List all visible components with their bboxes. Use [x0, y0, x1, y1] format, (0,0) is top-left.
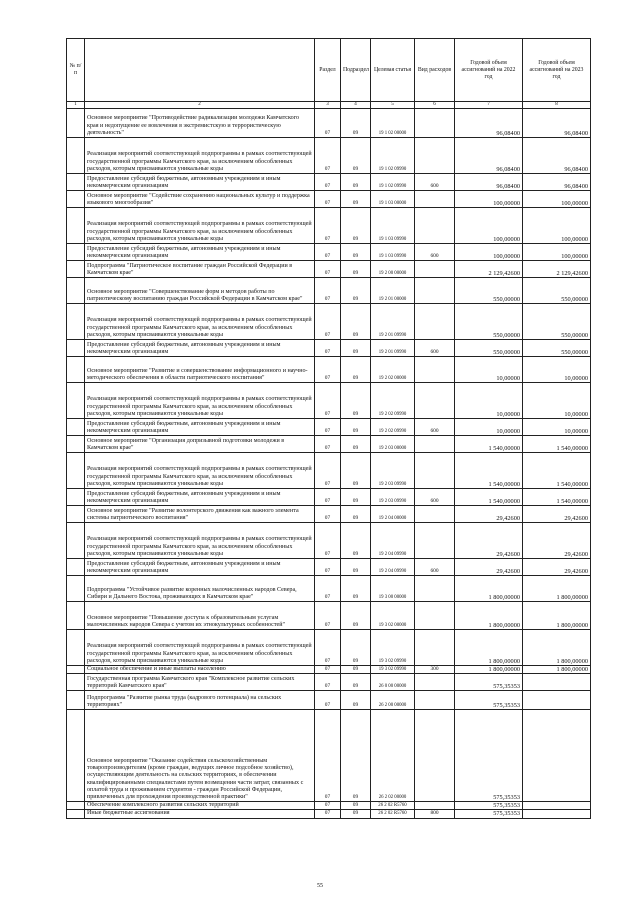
row-vol-2022-cell: 10,00000 [455, 383, 523, 419]
row-num-cell [67, 174, 85, 191]
row-num-cell [67, 489, 85, 506]
row-vol-2022-cell: 575,35353 [455, 810, 523, 818]
table-body [67, 109, 591, 819]
row-section-cell: 07 [315, 357, 341, 383]
row-section-cell: 07 [315, 630, 341, 666]
row-target-cell: 19 1 03 09990 [371, 244, 415, 261]
row-vol-2023-cell: 1 800,00000 [523, 576, 591, 602]
page-number: 55 [317, 883, 323, 889]
row-name-cell: Обеспечение комплексного развития сельских территорий [85, 802, 315, 810]
table-row [67, 357, 591, 383]
row-target-cell: 19 1 03 09990 [371, 208, 415, 244]
row-section-cell: 07 [315, 261, 341, 278]
row-target-cell: 19 2 04 09990 [371, 559, 415, 576]
row-name-cell: Реализация мероприятий соответствующей подпрограммы в рамках соответствующей государственной программы Камчатского края, за исключением обособленных расходов, которым присваиваются уникальные коды [85, 630, 315, 666]
row-name-cell: Основное мероприятие "Развитие и совершенствование информационного и научно-методического обеспечения в области патриотического воспитания" [85, 357, 315, 383]
row-target-cell: 19 1 02 09990 [371, 138, 415, 174]
row-vol-2023-cell: 10,00000 [523, 419, 591, 436]
row-vol-2023-cell: 29,42600 [523, 559, 591, 576]
row-vol-2023-cell [523, 691, 591, 710]
table-row [67, 304, 591, 340]
row-vol-2022-cell: 550,00000 [455, 340, 523, 357]
row-num-cell [67, 453, 85, 489]
row-exp-type-cell [415, 691, 455, 710]
row-vol-2023-cell: 100,00000 [523, 244, 591, 261]
row-subsection-cell: 09 [341, 523, 371, 559]
row-target-cell: 19 2 02 09990 [371, 419, 415, 436]
row-name-cell: Реализация мероприятий соответствующей подпрограммы в рамках соответствующей государственной программы Камчатского края, за исключением обособленных расходов, которым присваиваются уникальные коды [85, 208, 315, 244]
row-vol-2022-cell: 29,42600 [455, 523, 523, 559]
row-num-cell [67, 261, 85, 278]
row-exp-type-cell [415, 357, 455, 383]
row-name-cell: Основное мероприятие "Противодействие радикализации молодежи Камчатского края и недопущение ее вовлечения в экстремистскую и террористическую деятельность" [85, 109, 315, 138]
row-exp-type-cell [415, 261, 455, 278]
row-vol-2022-cell: 29,42600 [455, 559, 523, 576]
row-exp-type-cell: 800 [415, 810, 455, 818]
row-vol-2023-cell: 96,08400 [523, 174, 591, 191]
row-name-cell: Предоставление субсидий бюджетным, автономным учреждениям и иным некоммерческим организациям [85, 559, 315, 576]
row-section-cell: 07 [315, 278, 341, 304]
table-row [67, 261, 591, 278]
row-exp-type-cell [415, 208, 455, 244]
row-subsection-cell: 09 [341, 506, 371, 523]
row-subsection-cell: 09 [341, 453, 371, 489]
row-vol-2022-cell: 96,08400 [455, 138, 523, 174]
row-name-cell: Реализация мероприятий соответствующей подпрограммы в рамках соответствующей государственной программы Камчатского края, за исключением обособленных расходов, которым присваиваются уникальные коды [85, 523, 315, 559]
row-exp-type-cell [415, 674, 455, 691]
table-row [67, 138, 591, 174]
row-num-cell [67, 208, 85, 244]
document-page [66, 38, 590, 819]
row-name-cell: Иные бюджетные ассигнования [85, 810, 315, 818]
row-num-cell [67, 630, 85, 666]
row-section-cell: 07 [315, 304, 341, 340]
row-vol-2023-cell: 10,00000 [523, 383, 591, 419]
row-exp-type-cell [415, 453, 455, 489]
table-row [67, 174, 591, 191]
row-name-cell: Социальное обеспечение и иные выплаты населению [85, 666, 315, 674]
row-vol-2023-cell: 1 800,00000 [523, 666, 591, 674]
row-subsection-cell: 09 [341, 261, 371, 278]
row-subsection-cell: 09 [341, 244, 371, 261]
row-exp-type-cell [415, 506, 455, 523]
row-exp-type-cell [415, 523, 455, 559]
row-section-cell: 07 [315, 191, 341, 208]
row-vol-2023-cell: 2 129,42600 [523, 261, 591, 278]
table-row [67, 278, 591, 304]
row-target-cell: 19 3 00 00000 [371, 576, 415, 602]
row-vol-2022-cell: 1 540,00000 [455, 436, 523, 453]
budget-table [66, 38, 591, 819]
header-subsection: Подраздел [341, 39, 371, 102]
row-subsection-cell: 09 [341, 191, 371, 208]
row-exp-type-cell [415, 278, 455, 304]
row-num-cell [67, 576, 85, 602]
table-row [67, 191, 591, 208]
row-exp-type-cell [415, 436, 455, 453]
row-name-cell: Основное мероприятие "Содействие сохранению национальных культур и поддержка языкового многообразия" [85, 191, 315, 208]
row-exp-type-cell: 600 [415, 244, 455, 261]
row-vol-2023-cell: 1 800,00000 [523, 630, 591, 666]
row-target-cell: 19 2 00 00000 [371, 261, 415, 278]
row-subsection-cell: 09 [341, 383, 371, 419]
row-vol-2023-cell: 550,00000 [523, 304, 591, 340]
row-section-cell: 07 [315, 436, 341, 453]
row-section-cell: 07 [315, 576, 341, 602]
row-vol-2022-cell: 1 540,00000 [455, 453, 523, 489]
row-num-cell [67, 191, 85, 208]
row-vol-2022-cell: 550,00000 [455, 278, 523, 304]
row-target-cell: 19 2 03 00000 [371, 436, 415, 453]
row-section-cell: 07 [315, 802, 341, 810]
row-name-cell: Основное мероприятие "Развитие волонтерского движения как важного элемента системы патриотического воспитания" [85, 506, 315, 523]
row-num-cell [67, 710, 85, 802]
row-target-cell: 26 2 00 00000 [371, 691, 415, 710]
table-row [67, 506, 591, 523]
table-row [67, 436, 591, 453]
row-exp-type-cell [415, 138, 455, 174]
row-exp-type-cell [415, 576, 455, 602]
row-name-cell: Основное мероприятие "Совершенствование форм и методов работы по патриотическому воспитанию граждан Российской Федерации в Камчатском крае" [85, 278, 315, 304]
row-exp-type-cell [415, 630, 455, 666]
row-vol-2023-cell: 550,00000 [523, 340, 591, 357]
row-vol-2023-cell: 100,00000 [523, 208, 591, 244]
row-target-cell: 19 2 03 09990 [371, 489, 415, 506]
table-row [67, 666, 591, 674]
row-num-cell [67, 419, 85, 436]
table-row [67, 674, 591, 691]
row-subsection-cell: 09 [341, 710, 371, 802]
row-exp-type-cell [415, 602, 455, 630]
row-section-cell: 07 [315, 602, 341, 630]
row-vol-2022-cell: 29,42600 [455, 506, 523, 523]
row-vol-2022-cell: 575,35353 [455, 674, 523, 691]
row-num-cell [67, 278, 85, 304]
table-row [67, 630, 591, 666]
row-vol-2022-cell: 1 800,00000 [455, 576, 523, 602]
row-name-cell: Предоставление субсидий бюджетным, автономным учреждениям и иным некоммерческим организациям [85, 489, 315, 506]
row-section-cell: 07 [315, 523, 341, 559]
row-section-cell: 07 [315, 710, 341, 802]
table-row [67, 489, 591, 506]
row-name-cell: Подпрограмма "Патриотическое воспитание граждан Российской Федерации в Камчатском крае" [85, 261, 315, 278]
table-row [67, 208, 591, 244]
row-vol-2022-cell: 2 129,42600 [455, 261, 523, 278]
row-num-cell [67, 383, 85, 419]
row-num-cell [67, 506, 85, 523]
row-exp-type-cell [415, 383, 455, 419]
row-subsection-cell: 09 [341, 278, 371, 304]
row-name-cell: Основное мероприятие "Повышение доступа к образовательным услугам малочисленных народов Севера с учетом их этнокультурных особенностей" [85, 602, 315, 630]
row-subsection-cell: 09 [341, 138, 371, 174]
row-vol-2022-cell: 100,00000 [455, 191, 523, 208]
row-exp-type-cell: 600 [415, 340, 455, 357]
row-target-cell: 19 2 01 09990 [371, 304, 415, 340]
row-subsection-cell: 09 [341, 208, 371, 244]
row-target-cell: 19 2 01 00000 [371, 278, 415, 304]
row-section-cell: 07 [315, 340, 341, 357]
row-vol-2022-cell: 96,08400 [455, 109, 523, 138]
row-exp-type-cell: 600 [415, 174, 455, 191]
row-subsection-cell: 09 [341, 674, 371, 691]
header-vol-2022: Годовой объем ассигнований на 2022 год [455, 39, 523, 102]
row-subsection-cell: 09 [341, 691, 371, 710]
row-vol-2023-cell [523, 674, 591, 691]
header-name [85, 39, 315, 102]
row-target-cell: 19 2 04 00000 [371, 506, 415, 523]
table-row [67, 559, 591, 576]
row-target-cell: 26 2 02 00000 [371, 710, 415, 802]
row-exp-type-cell: 600 [415, 489, 455, 506]
row-section-cell: 07 [315, 244, 341, 261]
row-subsection-cell: 09 [341, 174, 371, 191]
row-subsection-cell: 09 [341, 802, 371, 810]
row-num-cell [67, 691, 85, 710]
header-vol-2023: Годовой объем ассигнований на 2023 год [523, 39, 591, 102]
row-name-cell: Государственная программа Камчатского края "Комплексное развитие сельских территорий Камчатского края" [85, 674, 315, 691]
row-vol-2023-cell [523, 710, 591, 802]
row-subsection-cell: 09 [341, 630, 371, 666]
row-subsection-cell: 09 [341, 666, 371, 674]
row-section-cell: 07 [315, 453, 341, 489]
row-vol-2023-cell: 1 540,00000 [523, 436, 591, 453]
row-vol-2022-cell: 550,00000 [455, 304, 523, 340]
col-number: 4 [341, 102, 371, 109]
row-target-cell: 19 3 02 09990 [371, 630, 415, 666]
row-section-cell: 07 [315, 506, 341, 523]
row-name-cell: Предоставление субсидий бюджетным, автономным учреждениям и иным некоммерческим организациям [85, 244, 315, 261]
row-num-cell [67, 523, 85, 559]
table-row [67, 244, 591, 261]
table-row [67, 710, 591, 802]
row-vol-2023-cell: 550,00000 [523, 278, 591, 304]
row-num-cell [67, 810, 85, 818]
row-target-cell: 19 2 03 09990 [371, 453, 415, 489]
row-subsection-cell: 09 [341, 109, 371, 138]
row-name-cell: Предоставление субсидий бюджетным, автономным учреждениям и иным некоммерческим организациям [85, 340, 315, 357]
row-name-cell: Основное мероприятие "Организация допризывной подготовки молодежи в Камчатском крае" [85, 436, 315, 453]
table-row [67, 109, 591, 138]
row-target-cell: 19 3 02 09990 [371, 666, 415, 674]
row-section-cell: 07 [315, 174, 341, 191]
row-vol-2022-cell: 575,35353 [455, 802, 523, 810]
row-section-cell: 07 [315, 674, 341, 691]
row-name-cell: Предоставление субсидий бюджетным, автономным учреждениям и иным некоммерческим организациям [85, 419, 315, 436]
table-row [67, 523, 591, 559]
row-vol-2022-cell: 1 800,00000 [455, 666, 523, 674]
row-vol-2022-cell: 10,00000 [455, 357, 523, 383]
row-vol-2023-cell: 10,00000 [523, 357, 591, 383]
row-exp-type-cell [415, 304, 455, 340]
table-row [67, 340, 591, 357]
col-number: 6 [415, 102, 455, 109]
row-target-cell: 19 2 02 09990 [371, 383, 415, 419]
row-num-cell [67, 244, 85, 261]
row-vol-2023-cell: 96,08400 [523, 138, 591, 174]
row-subsection-cell: 09 [341, 559, 371, 576]
row-target-cell: 19 2 04 09990 [371, 523, 415, 559]
row-exp-type-cell [415, 109, 455, 138]
row-num-cell [67, 559, 85, 576]
table-row [67, 802, 591, 810]
row-name-cell: Подпрограмма "Устойчивое развитие коренных малочисленных народов Севера, Сибири и Дальнего Востока, проживающих в Камчатском крае" [85, 576, 315, 602]
row-subsection-cell: 09 [341, 419, 371, 436]
col-number: 7 [455, 102, 523, 109]
row-section-cell: 07 [315, 208, 341, 244]
row-subsection-cell: 09 [341, 304, 371, 340]
row-vol-2022-cell: 10,00000 [455, 419, 523, 436]
row-num-cell [67, 304, 85, 340]
row-section-cell: 07 [315, 109, 341, 138]
row-target-cell: 19 2 02 00000 [371, 357, 415, 383]
row-subsection-cell: 09 [341, 576, 371, 602]
row-subsection-cell: 09 [341, 810, 371, 818]
col-number: 2 [85, 102, 315, 109]
row-name-cell: Основное мероприятие "Оказание содействия сельскохозяйственным товаропроизводителям (кроме граждан, ведущих личное подсобное хозяйство), осуществляющим деятельность на сельских территориях, в обеспечении квалифицированными специалистами путем возмещения части затрат, связанных с оплатой труда и проживанием студентов - граждан Российской Федерации, привлеченных для прохождения производственной практики" [85, 710, 315, 802]
row-section-cell: 07 [315, 419, 341, 436]
row-name-cell: Реализация мероприятий соответствующей подпрограммы в рамках соответствующей государственной программы Камчатского края, за исключением обособленных расходов, которым присваиваются уникальные коды [85, 304, 315, 340]
row-vol-2022-cell: 100,00000 [455, 244, 523, 261]
row-vol-2022-cell: 96,08400 [455, 174, 523, 191]
row-target-cell: 19 1 03 00000 [371, 191, 415, 208]
row-name-cell: Реализация мероприятий соответствующей подпрограммы в рамках соответствующей государственной программы Камчатского края, за исключением обособленных расходов, которым присваиваются уникальные коды [85, 383, 315, 419]
row-vol-2023-cell: 1 540,00000 [523, 489, 591, 506]
row-vol-2022-cell: 1 540,00000 [455, 489, 523, 506]
table-row [67, 453, 591, 489]
row-vol-2022-cell: 1 800,00000 [455, 602, 523, 630]
row-num-cell [67, 340, 85, 357]
row-name-cell: Реализация мероприятий соответствующей подпрограммы в рамках соответствующей государственной программы Камчатского края, за исключением обособленных расходов, которым присваиваются уникальные коды [85, 138, 315, 174]
row-target-cell: 19 3 02 00000 [371, 602, 415, 630]
col-number: 1 [67, 102, 85, 109]
table-row [67, 419, 591, 436]
row-section-cell: 07 [315, 691, 341, 710]
header-target: Целевая статья [371, 39, 415, 102]
col-number: 3 [315, 102, 341, 109]
row-exp-type-cell: 600 [415, 419, 455, 436]
row-vol-2022-cell: 1 800,00000 [455, 630, 523, 666]
row-exp-type-cell [415, 802, 455, 810]
row-vol-2022-cell: 100,00000 [455, 208, 523, 244]
header-exp-type: Вид расходов [415, 39, 455, 102]
table-row [67, 383, 591, 419]
table-row [67, 576, 591, 602]
row-subsection-cell: 09 [341, 357, 371, 383]
row-vol-2023-cell: 100,00000 [523, 191, 591, 208]
row-subsection-cell: 09 [341, 340, 371, 357]
row-name-cell: Предоставление субсидий бюджетным, автономным учреждениям и иным некоммерческим организациям [85, 174, 315, 191]
row-section-cell: 07 [315, 138, 341, 174]
row-section-cell: 07 [315, 810, 341, 818]
row-vol-2023-cell: 29,42600 [523, 506, 591, 523]
row-subsection-cell: 09 [341, 489, 371, 506]
row-num-cell [67, 602, 85, 630]
header-row [67, 39, 591, 102]
table-row [67, 810, 591, 818]
row-target-cell: 19 2 01 09990 [371, 340, 415, 357]
row-name-cell: Реализация мероприятий соответствующей подпрограммы в рамках соответствующей государственной программы Камчатского края, за исключением обособленных расходов, которым присваиваются уникальные коды [85, 453, 315, 489]
row-subsection-cell: 09 [341, 436, 371, 453]
row-target-cell: 26 2 02 R5760 [371, 802, 415, 810]
row-num-cell [67, 436, 85, 453]
row-section-cell: 07 [315, 383, 341, 419]
row-exp-type-cell: 300 [415, 666, 455, 674]
row-section-cell: 07 [315, 559, 341, 576]
row-section-cell: 07 [315, 489, 341, 506]
row-vol-2023-cell [523, 810, 591, 818]
row-num-cell [67, 138, 85, 174]
header-section: Раздел [315, 39, 341, 102]
row-vol-2022-cell: 575,35353 [455, 710, 523, 802]
row-vol-2023-cell [523, 802, 591, 810]
row-section-cell: 07 [315, 666, 341, 674]
row-vol-2022-cell: 575,35353 [455, 691, 523, 710]
row-vol-2023-cell: 1 800,00000 [523, 602, 591, 630]
row-num-cell [67, 666, 85, 674]
header-num: № п/п [67, 39, 85, 102]
row-num-cell [67, 109, 85, 138]
row-vol-2023-cell: 29,42600 [523, 523, 591, 559]
row-target-cell: 19 1 02 09990 [371, 174, 415, 191]
row-exp-type-cell: 600 [415, 559, 455, 576]
row-target-cell: 26 0 00 00000 [371, 674, 415, 691]
row-target-cell: 26 2 02 R5760 [371, 810, 415, 818]
row-num-cell [67, 357, 85, 383]
row-target-cell: 19 1 02 00000 [371, 109, 415, 138]
row-vol-2023-cell: 96,08400 [523, 109, 591, 138]
column-number-row [67, 102, 591, 109]
row-exp-type-cell [415, 710, 455, 802]
col-number: 8 [523, 102, 591, 109]
row-exp-type-cell [415, 191, 455, 208]
row-num-cell [67, 674, 85, 691]
col-number: 5 [371, 102, 415, 109]
row-vol-2023-cell: 1 540,00000 [523, 453, 591, 489]
table-row [67, 691, 591, 710]
row-name-cell: Подпрограмма "Развитие рынка труда (кадрового потенциала) на сельских территориях" [85, 691, 315, 710]
table-row [67, 602, 591, 630]
row-num-cell [67, 802, 85, 810]
row-subsection-cell: 09 [341, 602, 371, 630]
